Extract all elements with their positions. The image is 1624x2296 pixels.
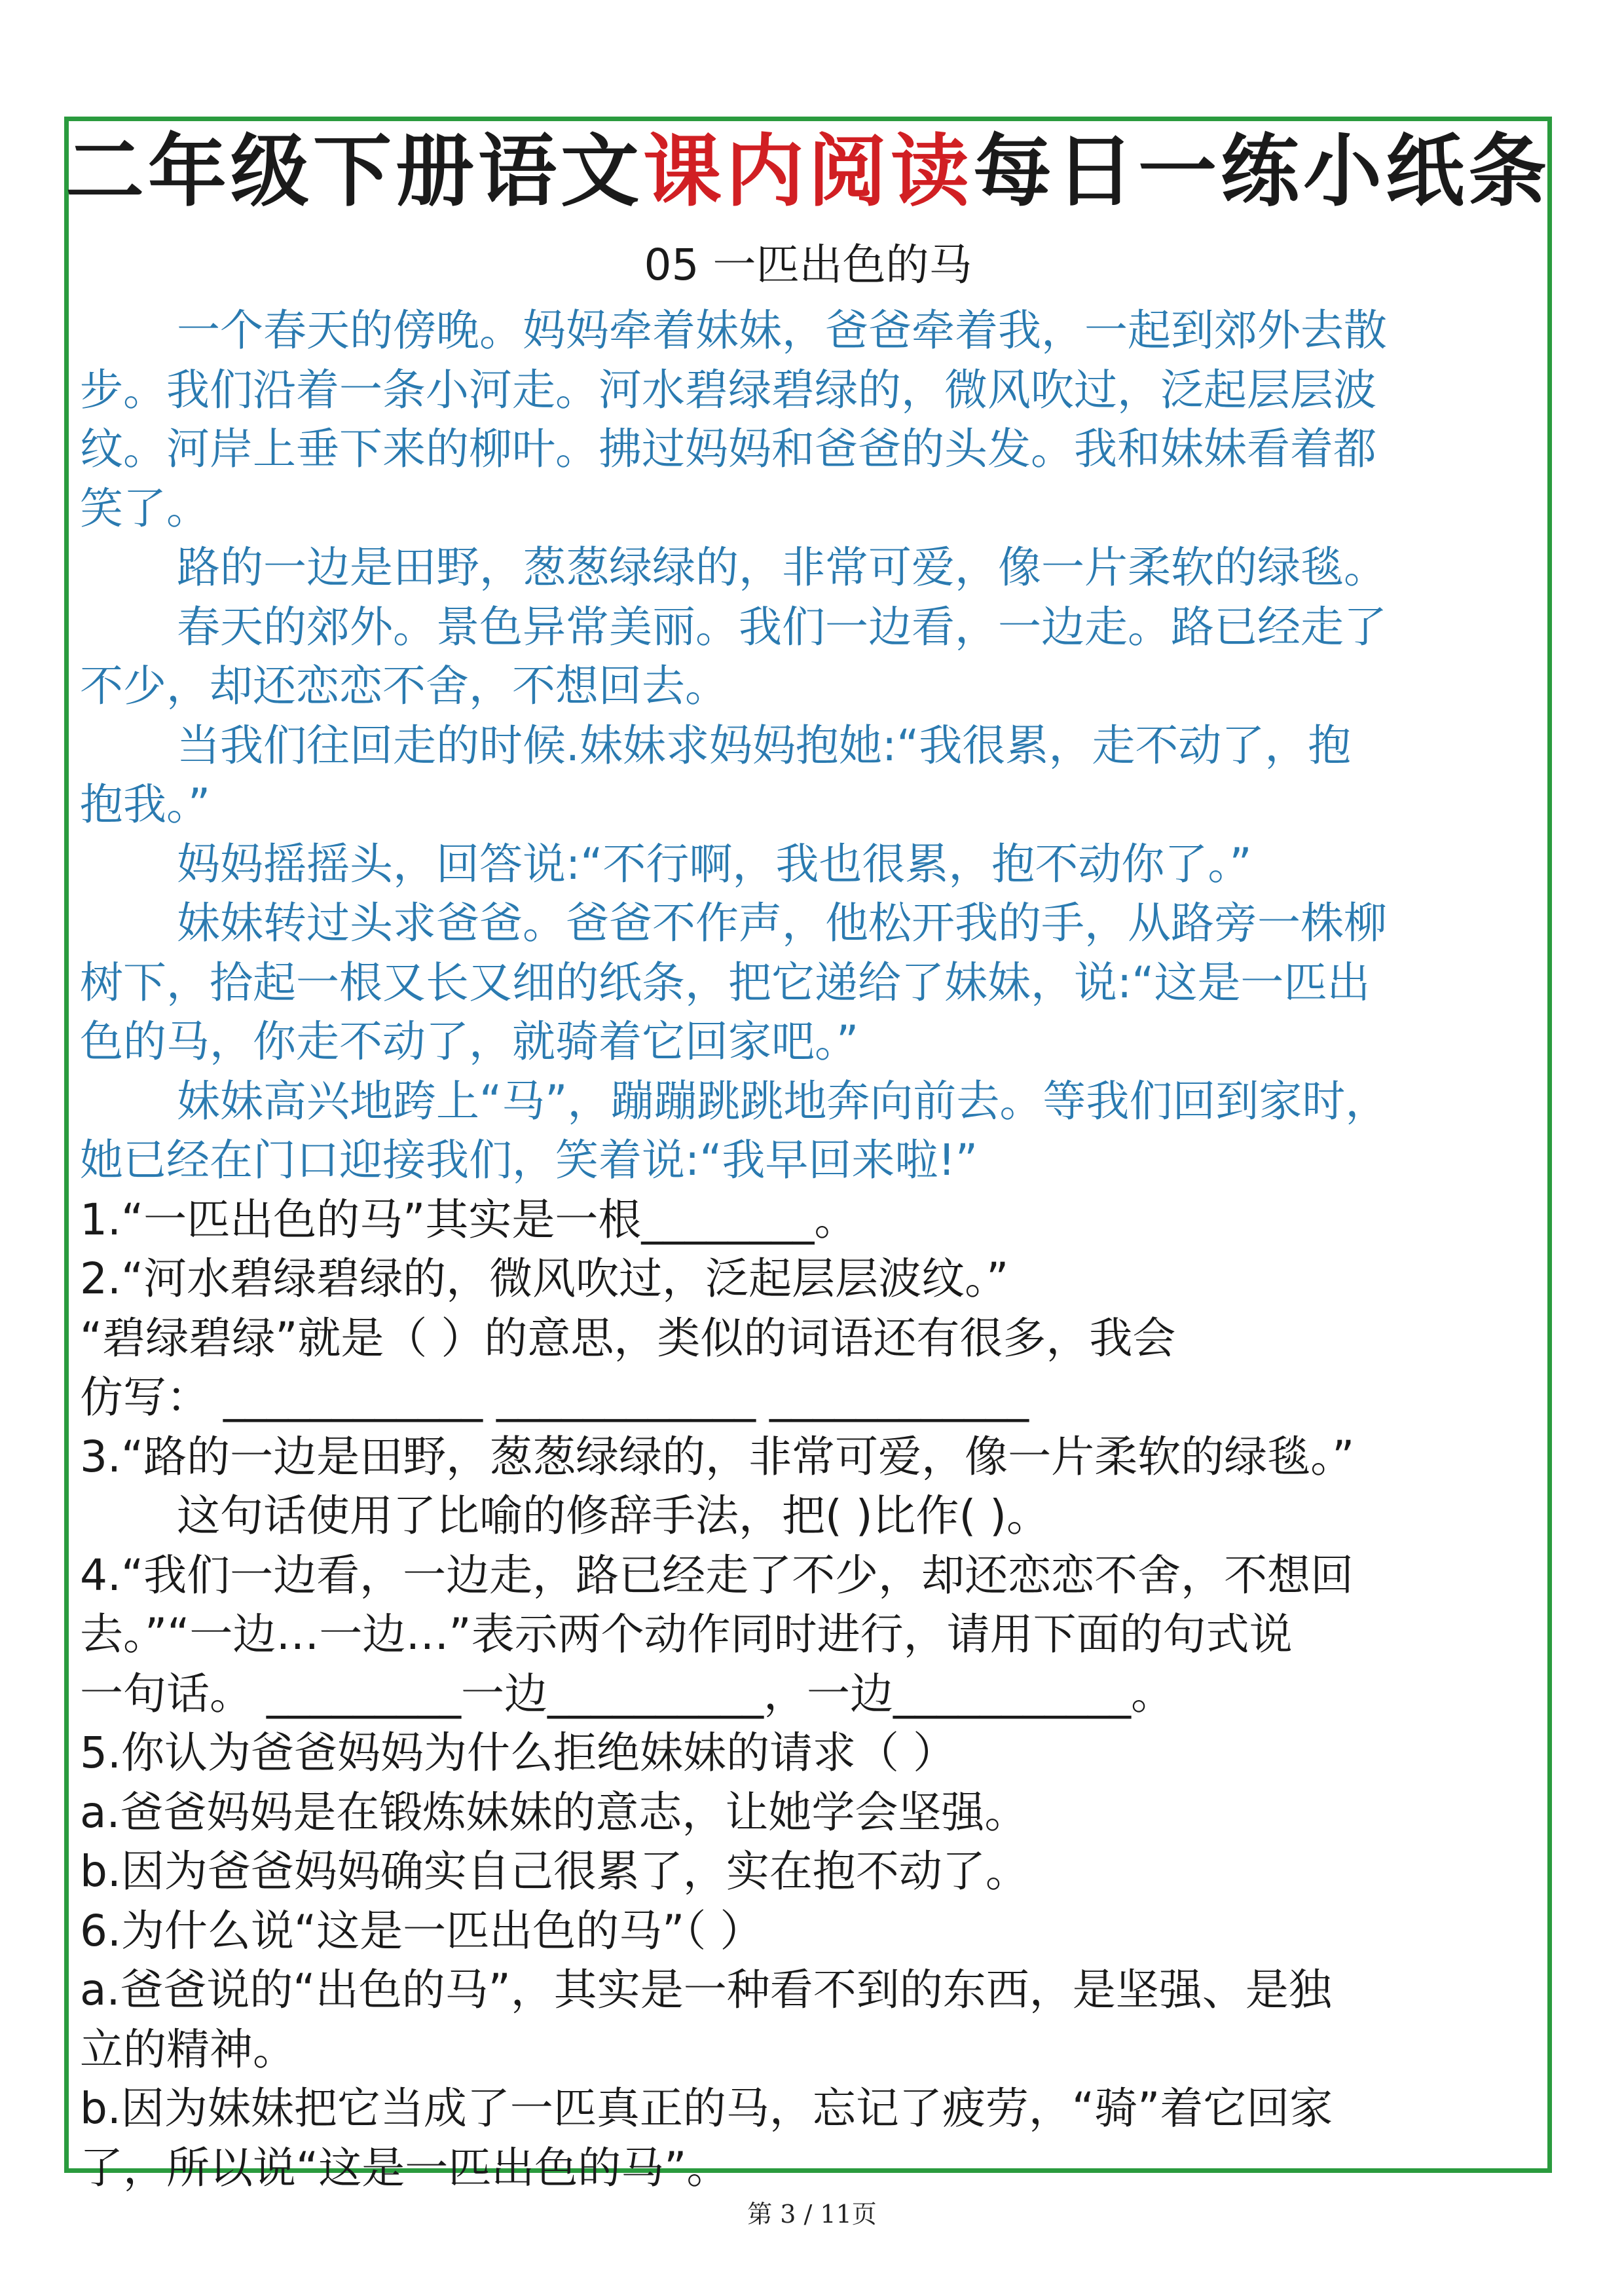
title-part-3: 每日一练小纸条 bbox=[973, 126, 1551, 217]
story-line: 不少，却还恋恋不舍，不想回去。 bbox=[80, 661, 728, 711]
title-highlight: 课内阅读 bbox=[643, 126, 973, 217]
question-line: 6.为什么说“这是一匹出色的马”（ ） bbox=[80, 1905, 764, 1956]
answer-option: a.爸爸妈妈是在锻炼妹妹的意志，让她学会坚强。 bbox=[80, 1787, 1028, 1838]
content-body bbox=[80, 301, 1547, 2198]
answer-option: b.因为爸爸妈妈确实自己很累了，实在抱不动了。 bbox=[80, 1846, 1029, 1897]
answer-option: 了，所以说“这是一匹出色的马”。 bbox=[80, 2142, 730, 2193]
story-line: 她已经在门口迎接我们，笑着说:“我早回来啦!” bbox=[80, 1135, 978, 1185]
story-line: 路的一边是田野，葱葱绿绿的，非常可爱，像一片柔软的绿毯。 bbox=[177, 542, 1387, 593]
answer-option: b.因为妹妹把它当成了一匹真正的马，忘记了疲劳，“骑”着它回家 bbox=[80, 2083, 1333, 2134]
title-part-1: 二年级下册语文 bbox=[65, 126, 643, 217]
question-line: 1.“一匹出色的马”其实是一根________。 bbox=[80, 1194, 858, 1245]
question-line: “碧绿碧绿”就是（ ）的意思，类似的词语还有很多，我会 bbox=[80, 1312, 1176, 1363]
story-line: 春天的郊外。景色异常美丽。我们一边看，一边走。路已经走了 bbox=[177, 601, 1387, 652]
lesson-subtitle: 05 一匹出色的马 bbox=[644, 240, 972, 290]
story-line: 当我们往回走的时候.妹妹求妈妈抱她:“我很累，走不动了，抱 bbox=[177, 720, 1352, 771]
question-line: 一句话。 _________一边__________，一边___________。 bbox=[80, 1668, 1174, 1719]
question-line: 5.你认为爸爸妈妈为什么拒绝妹妹的请求（ ） bbox=[80, 1728, 956, 1778]
question-line: 去。”“一边…一边…”表示两个动作同时进行，请用下面的句式说 bbox=[80, 1609, 1293, 1659]
story-line: 抱我。” bbox=[80, 779, 211, 830]
story-line: 妈妈摇摇头，回答说:“不行啊，我也很累，抱不动你了。” bbox=[177, 838, 1252, 889]
story-line: 妹妹高兴地跨上“马”，蹦蹦跳跳地奔向前去。等我们回到家时， bbox=[177, 1075, 1389, 1126]
answer-option: 立的精神。 bbox=[80, 2024, 296, 2075]
question-line: 仿写： ____________ ____________ ____________ bbox=[80, 1372, 1029, 1422]
page-title bbox=[64, 117, 1552, 228]
story-line: 步。我们沿着一条小河走。河水碧绿碧绿的，微风吹过，泛起层层波 bbox=[80, 364, 1376, 415]
question-line: 3.“路的一边是田野，葱葱绿绿的，非常可爱，像一片柔软的绿毯。” bbox=[80, 1431, 1355, 1482]
question-line: 2.“河水碧绿碧绿的，微风吹过，泛起层层波纹。” bbox=[80, 1253, 1009, 1304]
story-line: 一个春天的傍晚。妈妈牵着妹妹，爸爸牵着我，一起到郊外去散 bbox=[177, 305, 1387, 356]
story-line: 色的马，你走不动了，就骑着它回家吧。” bbox=[80, 1016, 859, 1067]
story-line: 树下，拾起一根又长又细的纸条，把它递给了妹妹，说:“这是一匹出 bbox=[80, 957, 1371, 1008]
answer-option: a.爸爸说的“出色的马”，其实是一种看不到的东西，是坚强、是独 bbox=[80, 1965, 1332, 2015]
story-line: 纹。河岸上垂下来的柳叶。拂过妈妈和爸爸的头发。我和妹妹看着都 bbox=[80, 424, 1376, 474]
page-number: 第 3 / 11页 bbox=[747, 2200, 877, 2229]
story-line: 笑了。 bbox=[80, 483, 210, 534]
question-line: 这句话使用了比喻的修辞手法，把( )比作( )。 bbox=[177, 1491, 1050, 1541]
question-line: 4.“我们一边看，一边走，路已经走了不少，却还恋恋不舍，不想回 bbox=[80, 1549, 1354, 1601]
story-line: 妹妹转过头求爸爸。爸爸不作声，他松开我的手，从路旁一株柳 bbox=[177, 898, 1387, 948]
